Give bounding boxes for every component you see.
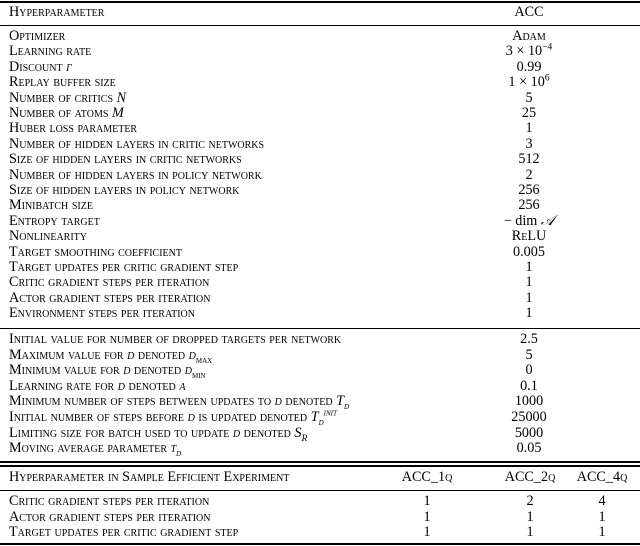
row-label: Maximum value for d denoted $d_{max}$ <box>9 346 213 366</box>
table-row <box>0 440 640 460</box>
table-row <box>0 275 640 291</box>
row-label: Learning rate <box>9 43 92 60</box>
row-value: 1 <box>525 274 533 291</box>
table-row <box>0 214 640 230</box>
row-label: Target updates per critic gradient step <box>9 524 239 540</box>
row-value: 1 <box>598 508 606 525</box>
row-value: 1 <box>525 305 533 322</box>
table-row <box>0 332 640 348</box>
row-value: 25000 <box>511 409 547 425</box>
row-value: 25 <box>521 105 537 121</box>
table-row <box>0 229 640 245</box>
row-label: Number of atoms M <box>9 105 124 121</box>
row-label: Entropy target <box>9 212 100 229</box>
row-value: 1 <box>526 508 534 525</box>
row-value: 1 <box>526 524 534 540</box>
row-value: 1 <box>423 508 431 525</box>
table1-bottom-rule <box>0 461 640 463</box>
table-row <box>0 75 640 91</box>
row-label: Target smoothing coefficient <box>9 243 182 260</box>
table-row <box>0 260 640 276</box>
row-value: 2.5 <box>520 331 538 347</box>
row-value: 0.99 <box>516 58 542 75</box>
table1-header-param: Hyperparameter <box>9 4 105 20</box>
row-value: 2 <box>525 166 533 183</box>
row-value: 512 <box>518 151 540 168</box>
row-label: Target updates per critic gradient step <box>9 259 239 275</box>
row-value: 1 <box>525 120 533 137</box>
row-label: Actor gradient steps per iteration <box>9 508 211 525</box>
row-label: Huber loss parameter <box>9 120 138 137</box>
row-label: Number of critics N <box>9 89 127 106</box>
row-label: Size of hidden layers in critic networks <box>9 151 242 168</box>
row-label: Initial value for number of dropped targets per network <box>9 331 342 347</box>
row-label: Number of hidden layers in critic networks <box>9 135 265 152</box>
table-row <box>0 245 640 261</box>
row-label: Moving average parameter $\tau_d$ <box>9 440 182 460</box>
row-value: 0.005 <box>513 243 545 260</box>
row-label: Optimizer <box>9 28 66 44</box>
table1-section-rule <box>0 328 640 329</box>
row-value: 1 <box>525 259 533 275</box>
table-row <box>0 306 640 322</box>
row-value: − dim 𝒜 <box>503 212 555 229</box>
row-value: 1 <box>598 524 606 540</box>
row-label: Nonlinearity <box>9 228 88 245</box>
row-value: 0 <box>525 362 533 379</box>
table-row <box>0 426 640 442</box>
row-value: 1 <box>423 493 431 509</box>
table-row <box>0 494 640 510</box>
row-value: Adam <box>512 28 546 44</box>
table-row <box>0 121 640 137</box>
row-value: 2 <box>526 493 534 509</box>
row-label: Minimum number of steps between updates to d denoted $T_d$ <box>9 393 350 413</box>
row-value: 1 <box>423 524 431 540</box>
row-value: $1 \times 10^6$ <box>508 73 550 91</box>
table2-header-rule <box>0 490 640 491</box>
table-row <box>0 91 640 107</box>
row-value: 5000 <box>514 424 544 441</box>
row-value: 3 <box>525 135 533 152</box>
row-label: Initial number of steps before d is updated denoted $T_d^{init}$ <box>9 408 337 428</box>
row-value: 1000 <box>514 393 544 410</box>
row-label: Minibatch size <box>9 197 93 214</box>
row-label: Replay buffer size <box>9 74 116 91</box>
table1-header-row <box>0 5 640 21</box>
row-label: Limiting size for batch used to update d denoted $S_R$ <box>9 424 308 444</box>
table-row <box>0 168 640 184</box>
row-value: 1 <box>525 289 533 306</box>
table2-header-row <box>0 470 640 486</box>
table-row <box>0 137 640 153</box>
row-label: Discount γ <box>9 58 72 75</box>
row-value: $3 \times 10^{-4}$ <box>505 42 553 60</box>
table-row <box>0 379 640 395</box>
table1-header-method: ACC <box>514 4 544 20</box>
row-label: Critic gradient steps per iteration <box>9 493 210 509</box>
table-row <box>0 525 640 541</box>
row-value: 256 <box>518 182 540 198</box>
table-row <box>0 44 640 60</box>
row-label: Learning rate for d denoted α <box>9 377 186 394</box>
table1-header-rule <box>0 25 640 26</box>
table-row <box>0 362 640 382</box>
table2-header-param: Hyperparameter in Sample Efficient Experiment <box>9 469 290 485</box>
row-label: Minimum value for d denoted $d_{min}$ <box>9 362 206 382</box>
table-row <box>0 291 640 307</box>
row-value: 4 <box>598 493 606 509</box>
table1-top-rule <box>0 1 640 3</box>
row-label: Actor gradient steps per iteration <box>9 289 211 306</box>
row-value: 5 <box>525 346 533 363</box>
row-value: 0.05 <box>516 440 542 457</box>
row-label: Environment steps per iteration <box>9 305 195 322</box>
table-row <box>0 152 640 168</box>
table-row <box>0 410 640 426</box>
row-label: Critic gradient steps per iteration <box>9 274 210 291</box>
table2-top-rule <box>0 465 640 467</box>
table-row <box>0 510 640 526</box>
table-row <box>0 106 640 122</box>
row-value: 0.1 <box>520 377 538 394</box>
row-value: ReLU <box>511 228 547 245</box>
table2-header-col3: ACC_4q <box>576 469 628 485</box>
row-label: Number of hidden layers in policy network <box>9 166 262 183</box>
table-row <box>0 183 640 199</box>
table-row <box>0 348 640 364</box>
table2-bottom-rule <box>0 543 640 545</box>
table2-header-col1: ACC_1q <box>401 469 453 485</box>
row-value: 256 <box>518 197 540 214</box>
table-row <box>0 198 640 214</box>
row-label: Size of hidden layers in policy network <box>9 182 240 198</box>
row-value: 5 <box>525 89 533 106</box>
table2-header-col2: ACC_2q <box>504 469 556 485</box>
table-row <box>0 393 640 413</box>
